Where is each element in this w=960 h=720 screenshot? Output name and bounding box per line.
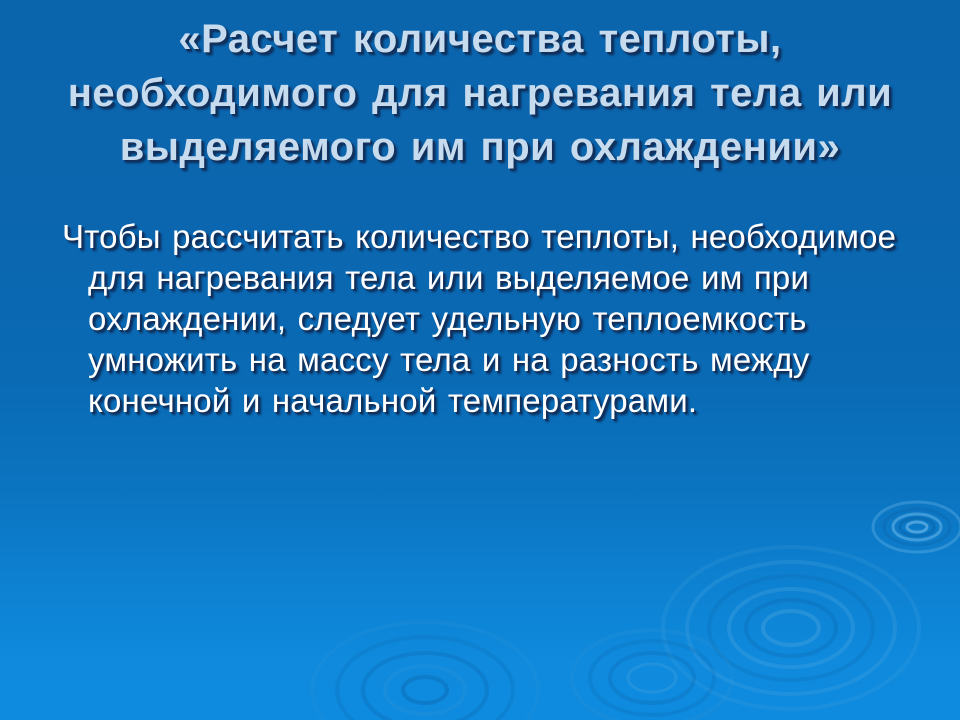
slide-body-line-5: конечной и начальной температурами. [88,382,698,419]
slide-title-line-2: необходимого для нагревания тела или [67,71,893,115]
slide-title-line-3: выделяемого им при охлаждении» [119,125,841,169]
slide-body-line-1: Чтобы рассчитать количество теплоты, необходимое [62,218,897,255]
water-ripple-partial-icon [572,630,732,720]
slide-title [30,12,930,174]
slide-body-line-2: для нагревания тела или выделяемое им при [88,259,810,296]
slide-body-text [62,216,902,421]
slide-title-line-1: «Расчет количества теплоты, [178,17,782,61]
water-ripple-large-icon [663,547,919,709]
slide-body-line-3: охлаждении, следует удельную теплоемкость [88,300,807,337]
water-ripple-small-icon [873,502,960,552]
water-ripple-medium-icon [312,622,538,720]
slide-body-line-4: умножить на массу тела и на разность между [88,341,810,378]
